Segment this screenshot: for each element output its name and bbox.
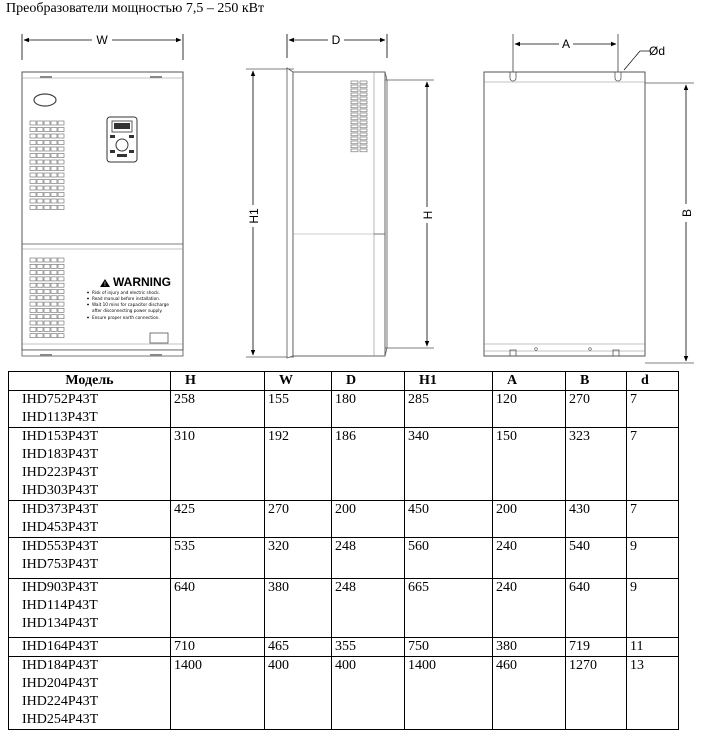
w-cell: 400 [265, 657, 332, 730]
vent-slot [44, 271, 50, 275]
model-name: IHD224P43T [22, 694, 99, 709]
vent-slot [58, 308, 64, 312]
h1-cell: 450 [405, 501, 493, 538]
vent-slot [44, 321, 50, 325]
vent-slot [37, 327, 43, 331]
d-cell: 186 [332, 428, 405, 501]
vent-slot [58, 173, 64, 177]
vent-slot [51, 147, 57, 151]
header-d: D [332, 372, 405, 391]
model-name: IHD134P43T [22, 616, 99, 631]
vent-slot [30, 154, 36, 158]
vent-slot [58, 283, 64, 287]
b-cell: 640 [566, 579, 627, 638]
bullet-dot [87, 298, 89, 300]
vent-slot [30, 308, 36, 312]
bullet-dot [87, 317, 89, 319]
vent-slot [351, 105, 358, 108]
vent-slot [44, 327, 50, 331]
model-name: IHD903P43T [22, 580, 99, 595]
vent-slot [37, 296, 43, 300]
bullet-dot [87, 292, 89, 294]
vent-slot [37, 186, 43, 190]
vent-slot [37, 290, 43, 294]
vent-slot [51, 283, 57, 287]
vent-slot [351, 145, 358, 148]
vent-slot [37, 334, 43, 338]
bullet-dot [87, 304, 89, 306]
vent-slot [44, 206, 50, 210]
b-cell: 719 [566, 638, 627, 657]
model-name: IHD223P43T [22, 465, 99, 480]
warning-line: Wait 10 mins for capacitor discharge [92, 302, 169, 307]
vent-slot [44, 154, 50, 158]
vent-slot [58, 321, 64, 325]
model-name: IHD113P43T [22, 410, 98, 425]
d-cell: 355 [332, 638, 405, 657]
vent-slot [360, 101, 367, 104]
vent-slot [44, 193, 50, 197]
vent-slot [51, 193, 57, 197]
w-cell: 270 [265, 501, 332, 538]
model-name: IHD204P43T [22, 676, 99, 691]
vent-slot [51, 167, 57, 171]
vent-slot [44, 128, 50, 132]
vent-slot [44, 134, 50, 138]
model-name: IHD752P43T [22, 392, 99, 407]
w-cell: 465 [265, 638, 332, 657]
vent-slot [44, 277, 50, 281]
vent-slot [58, 264, 64, 268]
vent-slot [351, 141, 358, 144]
h1-cell: 285 [405, 391, 493, 428]
dimension-drawings [0, 20, 707, 372]
vent-slot [30, 283, 36, 287]
vent-slot [37, 128, 43, 132]
h1-cell: 750 [405, 638, 493, 657]
a-cell: 380 [493, 638, 566, 657]
vent-slot [30, 277, 36, 281]
vent-slot [44, 186, 50, 190]
h-label: H [421, 210, 435, 220]
vent-slot [58, 147, 64, 151]
vent-slot [37, 199, 43, 203]
a-cell: 460 [493, 657, 566, 730]
vent-slot [351, 113, 358, 116]
d-cell: 248 [332, 538, 405, 579]
vent-slot [44, 180, 50, 184]
vent-slot [58, 180, 64, 184]
header-model: Модель [9, 372, 171, 391]
keypad-panel [107, 117, 137, 162]
vent-slot [351, 117, 358, 120]
model-name: IHD753P43T [22, 557, 99, 572]
h-cell: 1400 [171, 657, 265, 730]
d-label: D [331, 33, 341, 47]
model-cell [9, 538, 171, 579]
a-cell: 120 [493, 391, 566, 428]
vent-slot [51, 302, 57, 306]
b-cell: 540 [566, 538, 627, 579]
vent-slot [58, 199, 64, 203]
model-cell [9, 428, 171, 501]
vent-slot [37, 308, 43, 312]
vent-slot [351, 97, 358, 100]
table-row [9, 638, 679, 657]
vent-slot [37, 167, 43, 171]
vent-slot [44, 160, 50, 164]
vent-slot [351, 149, 358, 152]
vent-slot [58, 128, 64, 132]
vent-slot [58, 167, 64, 171]
model-cell [9, 638, 171, 657]
vent-slot [44, 296, 50, 300]
vent-slot [30, 199, 36, 203]
hole-d-cell: 11 [627, 638, 679, 657]
b-cell: 430 [566, 501, 627, 538]
vent-slot [44, 334, 50, 338]
vent-slot [30, 258, 36, 262]
vent-slot [360, 145, 367, 148]
vent-slot [351, 89, 358, 92]
vent-slot [37, 134, 43, 138]
vent-slot [360, 141, 367, 144]
vent-slot [37, 121, 43, 125]
vent-slot [58, 154, 64, 158]
vent-slot [30, 167, 36, 171]
vent-slot [351, 137, 358, 140]
h1-label: H1 [247, 208, 261, 224]
vent-slot [360, 117, 367, 120]
warning-line: Risk of injury and electric shock. [92, 290, 160, 295]
vent-slot [30, 290, 36, 294]
vent-slot [51, 296, 57, 300]
vent-slot [30, 315, 36, 319]
table-row [9, 657, 679, 730]
a-cell: 200 [493, 501, 566, 538]
vent-slot [44, 308, 50, 312]
vent-slot [37, 147, 43, 151]
warning-line: Ensure proper earth connection. [92, 315, 160, 320]
vent-slot [44, 147, 50, 151]
vent-slot [51, 173, 57, 177]
vent-slot [351, 81, 358, 84]
table-row [9, 579, 679, 638]
warning-line: after disconnecting power supply. [92, 308, 163, 313]
vent-slot [51, 128, 57, 132]
table-row [9, 538, 679, 579]
vent-slot [360, 149, 367, 152]
vent-slot [37, 154, 43, 158]
vent-slot [51, 154, 57, 158]
vent-slot [44, 199, 50, 203]
hole-d-cell: 9 [627, 579, 679, 638]
vent-slot [30, 264, 36, 268]
vent-slot [360, 85, 367, 88]
hole-diameter-label: Ød [649, 44, 666, 58]
page-title: Преобразователи мощностью 7,5 – 250 кВт [6, 1, 265, 16]
h-cell: 535 [171, 538, 265, 579]
d-cell: 200 [332, 501, 405, 538]
vent-slot [30, 296, 36, 300]
logo-oval [34, 94, 56, 106]
vent-slot [30, 206, 36, 210]
vent-slot [51, 315, 57, 319]
a-cell: 240 [493, 579, 566, 638]
vent-slot [51, 327, 57, 331]
hole-d-cell: 7 [627, 428, 679, 501]
vent-slot [30, 173, 36, 177]
vent-slot [51, 308, 57, 312]
vent-slot [51, 321, 57, 325]
d-cell: 180 [332, 391, 405, 428]
vent-slot [360, 121, 367, 124]
vent-slot [37, 193, 43, 197]
vent-slot [30, 180, 36, 184]
b-cell: 323 [566, 428, 627, 501]
vent-slot [51, 334, 57, 338]
vent-slot [37, 277, 43, 281]
vent-slot [37, 160, 43, 164]
hole-d-cell: 7 [627, 501, 679, 538]
vent-slot [58, 302, 64, 306]
svg-text:!: ! [103, 281, 107, 288]
vent-slot [351, 109, 358, 112]
model-cell [9, 391, 171, 428]
vent-slot [351, 101, 358, 104]
vent-slot [37, 258, 43, 262]
vent-slot [44, 121, 50, 125]
vent-slot [58, 206, 64, 210]
vent-slot [30, 141, 36, 145]
d-cell: 248 [332, 579, 405, 638]
vent-slot [360, 133, 367, 136]
vent-slot [58, 290, 64, 294]
vent-slot [51, 258, 57, 262]
model-name: IHD114P43T [22, 598, 98, 613]
vent-slot [360, 81, 367, 84]
warning-line: Read manual before installation. [92, 296, 161, 301]
model-name: IHD453P43T [22, 520, 99, 535]
vent-slot [37, 141, 43, 145]
front-view [22, 33, 183, 356]
vent-slot [44, 315, 50, 319]
h1-cell: 1400 [405, 657, 493, 730]
h-cell: 310 [171, 428, 265, 501]
vent-slot [44, 167, 50, 171]
vent-slot [51, 134, 57, 138]
h-cell: 258 [171, 391, 265, 428]
b-label: B [680, 208, 694, 218]
side-body [287, 68, 293, 358]
w-cell: 192 [265, 428, 332, 501]
vent-slot [360, 93, 367, 96]
vent-slot [44, 173, 50, 177]
model-name: IHD153P43T [22, 429, 99, 444]
w-label: W [96, 33, 108, 47]
vent-slot [51, 264, 57, 268]
model-name: IHD184P43T [22, 658, 99, 673]
vent-slot [51, 141, 57, 145]
vent-slot [360, 137, 367, 140]
h-cell: 640 [171, 579, 265, 638]
vent-slot [351, 125, 358, 128]
h1-cell: 665 [405, 579, 493, 638]
model-name: IHD553P43T [22, 539, 99, 554]
vent-slot [58, 141, 64, 145]
vent-slot [37, 264, 43, 268]
vent-slot [37, 180, 43, 184]
back-view [484, 34, 694, 363]
vent-slot [30, 271, 36, 275]
vent-slot [351, 93, 358, 96]
vent-slot [51, 186, 57, 190]
vent-slot [30, 160, 36, 164]
header-a: A [493, 372, 566, 391]
vent-slot [360, 105, 367, 108]
vent-slot [58, 277, 64, 281]
vent-slot [44, 283, 50, 287]
vent-slot [58, 334, 64, 338]
a-cell: 240 [493, 538, 566, 579]
table-row [9, 428, 679, 501]
vent-slot [58, 315, 64, 319]
header-h: H [171, 372, 265, 391]
hole-d-cell: 13 [627, 657, 679, 730]
w-cell: 380 [265, 579, 332, 638]
vent-slot [51, 180, 57, 184]
b-cell: 1270 [566, 657, 627, 730]
vent-slot [44, 264, 50, 268]
header-b: B [566, 372, 627, 391]
model-name: IHD164P43T [22, 639, 99, 654]
vent-slot [30, 128, 36, 132]
front-small-window [150, 333, 168, 343]
model-cell [9, 579, 171, 638]
d-cell: 400 [332, 657, 405, 730]
vent-slot [51, 199, 57, 203]
vent-slot [58, 258, 64, 262]
a-cell: 150 [493, 428, 566, 501]
header-hole-d: d [627, 372, 679, 391]
vent-slot [44, 258, 50, 262]
vent-slot [360, 97, 367, 100]
vent-slot [58, 271, 64, 275]
table-row [9, 501, 679, 538]
vent-slot [30, 186, 36, 190]
vent-slot [37, 271, 43, 275]
vent-slot [30, 147, 36, 151]
warning-lines [87, 290, 169, 320]
vent-slot [58, 121, 64, 125]
vent-slot [58, 193, 64, 197]
model-name: IHD254P43T [22, 712, 99, 727]
vent-slot [37, 315, 43, 319]
model-cell [9, 657, 171, 730]
header-w: W [265, 372, 332, 391]
header-h1: H1 [405, 372, 493, 391]
warning-title: WARNING [113, 275, 171, 289]
vent-slot [360, 89, 367, 92]
vent-slot [360, 109, 367, 112]
vent-slot [37, 302, 43, 306]
vent-slot [30, 321, 36, 325]
b-cell: 270 [566, 391, 627, 428]
w-cell: 320 [265, 538, 332, 579]
vent-slot [51, 121, 57, 125]
h-cell: 425 [171, 501, 265, 538]
vent-slot [360, 129, 367, 132]
vent-slot [58, 160, 64, 164]
back-body [484, 72, 645, 356]
model-name: IHD373P43T [22, 502, 99, 517]
vent-slot [351, 133, 358, 136]
vent-slot [360, 125, 367, 128]
vent-slot [30, 193, 36, 197]
table-header-row [9, 372, 679, 391]
hole-d-cell: 9 [627, 538, 679, 579]
vent-slot [30, 121, 36, 125]
vent-slot [37, 283, 43, 287]
vent-slot [51, 271, 57, 275]
vent-slot [351, 129, 358, 132]
vent-slot [44, 141, 50, 145]
model-cell [9, 501, 171, 538]
vent-slot [44, 290, 50, 294]
vent-slot [37, 206, 43, 210]
vent-slot [351, 121, 358, 124]
vent-slot [58, 186, 64, 190]
vent-slot [37, 173, 43, 177]
dimensions-table [8, 371, 679, 730]
vent-slot [37, 321, 43, 325]
model-name: IHD183P43T [22, 447, 99, 462]
vent-slot [30, 334, 36, 338]
vent-slot [30, 302, 36, 306]
vent-slot [30, 327, 36, 331]
hole-d-cell: 7 [627, 391, 679, 428]
side-view [246, 33, 435, 358]
w-cell: 155 [265, 391, 332, 428]
vent-slot [30, 134, 36, 138]
vent-slot [44, 302, 50, 306]
table-row [9, 391, 679, 428]
vent-slot [51, 206, 57, 210]
vent-slot [51, 160, 57, 164]
a-label: A [561, 37, 571, 51]
vent-slot [51, 277, 57, 281]
h1-cell: 560 [405, 538, 493, 579]
model-name: IHD303P43T [22, 483, 99, 498]
h1-cell: 340 [405, 428, 493, 501]
vent-slot [51, 290, 57, 294]
h-cell: 710 [171, 638, 265, 657]
vent-slot [58, 327, 64, 331]
vent-slot [58, 296, 64, 300]
vent-slot [360, 113, 367, 116]
vent-slot [351, 85, 358, 88]
vent-slot [58, 134, 64, 138]
